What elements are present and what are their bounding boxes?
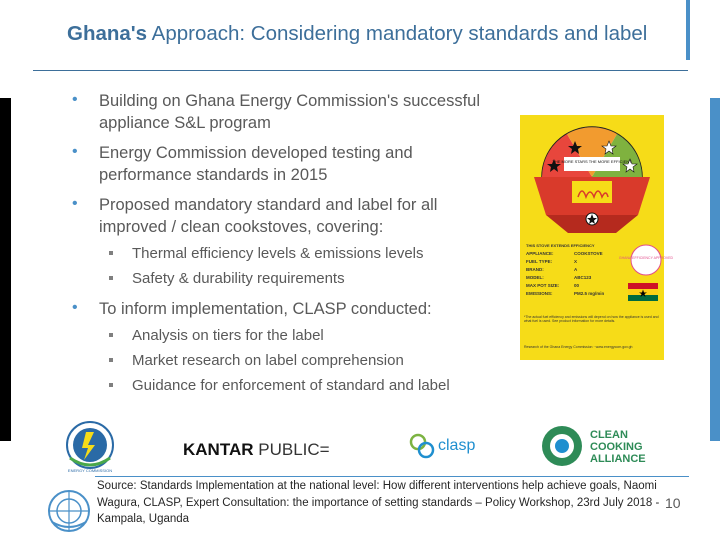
label-row-key: BRAND: xyxy=(526,267,544,272)
label-row-value: COOKSTOVE xyxy=(574,251,603,256)
sub-bullet-item: Market research on label comprehension xyxy=(70,351,500,371)
bullet-dot-icon: • xyxy=(72,91,78,108)
label-row-key: APPLIANCE: xyxy=(526,251,554,256)
sub-bullet-item: Analysis on tiers for the label xyxy=(70,326,500,346)
sub-bullet-item: Thermal efficiency levels & emissions levels xyxy=(70,244,500,264)
right-accent-bar xyxy=(710,98,720,441)
logos-graphic xyxy=(0,420,720,475)
title-bold: Ghana's xyxy=(67,22,148,45)
unfccc-logo-icon xyxy=(46,488,92,534)
label-row-value: ABC123 xyxy=(574,275,592,280)
label-row-value: X xyxy=(574,259,578,264)
alliance-line: ALLIANCE xyxy=(590,453,646,465)
bullet-item: • Proposed mandatory standard and label for all improved / clean cookstoves, covering: xyxy=(72,195,438,236)
bullet-item: • Building on Ghana Energy Commission's successful appliance S&L program xyxy=(72,91,480,132)
square-bullet-icon xyxy=(109,251,113,255)
title-rest: Approach: Considering mandatory standards and label xyxy=(147,22,648,45)
approval-badge: GHANA EFFICIENCY APPROVED xyxy=(618,256,674,260)
square-bullet-icon xyxy=(109,276,113,280)
clean-cooking-alliance-logo xyxy=(542,426,646,466)
page-number: 10 xyxy=(665,495,681,511)
label-note: *The actual fuel efficiency and emissions will depend on how the appliance is used and what fuel is used. See product information for more details. xyxy=(524,315,659,324)
kantar-public-logo: KANTAR PUBLIC= xyxy=(183,440,330,459)
square-bullet-icon xyxy=(109,333,113,337)
square-bullet-icon xyxy=(109,383,113,387)
more-stars-text: THE MORE STARS THE MORE EFFICIENT xyxy=(552,159,632,164)
label-footnote: Research of the Ghana Energy Commission · www.energycom.gov.gh xyxy=(524,345,633,349)
cookstove-label-image xyxy=(520,115,674,360)
alliance-line: COOKING xyxy=(590,441,643,453)
energy-commission-text: ENERGY COMMISSION xyxy=(67,468,113,473)
bullet-item: • To inform implementation, CLASP conducted: xyxy=(72,299,432,318)
label-graphic xyxy=(520,115,674,360)
top-accent-bar xyxy=(686,0,690,60)
label-row-key: EMISSIONS: xyxy=(526,291,553,296)
bullet-list xyxy=(70,90,500,401)
label-row-value: 00 xyxy=(574,283,580,288)
source-citation: Source: Standards Implementation at the national level: How different interventions help achieve goals, Naomi Wagura, CLASP, Expert Consultation: the importance of setting standards – Policy Workshop, 23rd July 2018 - Kampala, Uganda xyxy=(97,480,660,525)
sub-bullet-item: Safety & durability requirements xyxy=(70,269,500,289)
label-row-key: MODEL: xyxy=(526,275,544,280)
alliance-line: CLEAN xyxy=(590,429,628,441)
label-row-key: MAX POT SIZE: xyxy=(526,283,560,288)
label-row-value: PM2.5 mg/min xyxy=(574,291,605,296)
bullet-dot-icon: • xyxy=(72,299,78,316)
bullet-dot-icon: • xyxy=(72,143,78,160)
square-bullet-icon xyxy=(109,358,113,362)
left-accent-bar xyxy=(0,98,11,441)
clasp-text: clasp xyxy=(438,437,476,454)
bullet-item: • Energy Commission developed testing and performance standards in 2015 xyxy=(72,143,413,184)
clasp-logo xyxy=(411,435,475,457)
bullet-dot-icon: • xyxy=(72,195,78,212)
slide-title xyxy=(67,22,667,46)
label-row-key: FUEL TYPE: xyxy=(526,259,553,264)
footer-divider xyxy=(95,476,689,477)
sub-bullet-item: Guidance for enforcement of standard and label xyxy=(70,376,500,396)
energy-commission-logo xyxy=(67,422,113,473)
title-divider xyxy=(33,70,688,71)
label-heading: THIS STOVE EXTENDS EFFICIENCY xyxy=(526,243,595,248)
partner-logos xyxy=(0,420,720,475)
label-row-value: A xyxy=(574,267,578,272)
